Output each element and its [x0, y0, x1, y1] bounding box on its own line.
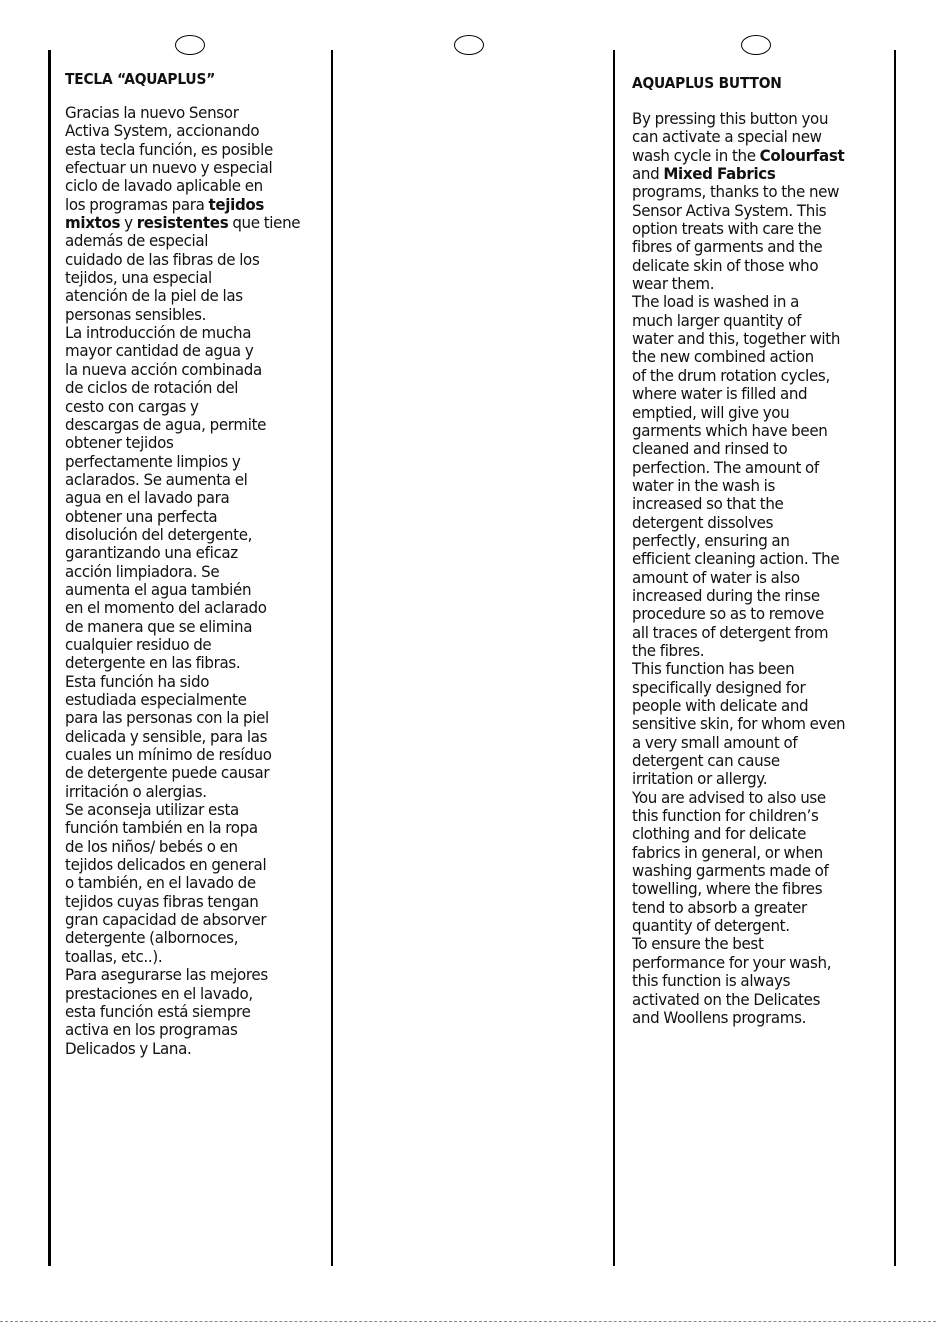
- text-line: [632, 899, 897, 917]
- text-line: [632, 679, 897, 697]
- text-line: [632, 128, 897, 146]
- text-segment: mayor cantidad de agua y: [65, 341, 254, 361]
- text-segment: aclarados. Se aumenta el: [65, 469, 248, 489]
- text-segment: estudiada especialmente: [65, 690, 247, 709]
- text-line: [632, 789, 897, 807]
- text-segment: agua en el lavado para: [65, 488, 230, 508]
- text-segment: obtener una perfecta: [65, 506, 218, 526]
- text-line: [65, 966, 330, 984]
- text-line: [632, 147, 897, 165]
- text-segment: efectuar un nuevo y especial: [65, 158, 273, 178]
- text-segment: activated on the Delicates: [632, 989, 821, 1009]
- text-line: [632, 367, 897, 385]
- english-column: [632, 74, 890, 1027]
- text-line: [632, 880, 897, 898]
- text-segment: Gracias la nuevo Sensor: [65, 103, 239, 122]
- text-segment: a very small amount of: [632, 732, 798, 752]
- text-segment: esta función está siempre: [65, 1001, 251, 1021]
- text-line: [65, 764, 330, 782]
- text-segment: o también, en el lavado de: [65, 873, 256, 893]
- text-segment: Delicados y Lana.: [65, 1038, 192, 1058]
- text-line: [632, 862, 897, 880]
- text-line: [65, 141, 330, 159]
- text-segment: activa en los programas: [65, 1020, 238, 1040]
- text-line: [632, 532, 897, 550]
- text-line: [65, 801, 330, 819]
- text-line: [65, 489, 330, 507]
- text-line: [65, 654, 330, 672]
- text-segment: this function for children’s: [632, 806, 819, 826]
- text-segment: delicate skin of those who: [632, 255, 819, 275]
- text-segment: y: [120, 213, 137, 233]
- text-line: [632, 807, 897, 825]
- text-line: [65, 471, 330, 489]
- text-line: [632, 293, 897, 311]
- text-segment: de los niños/ bebés o en: [65, 836, 238, 856]
- text-segment: Activa System, accionando: [65, 121, 260, 141]
- text-segment: of the drum rotation cycles,: [632, 365, 830, 385]
- text-line: [632, 624, 897, 642]
- text-line: [65, 122, 330, 140]
- text-segment: de manera que se elimina: [65, 616, 253, 636]
- text-line: [65, 599, 330, 617]
- text-segment: tejidos delicados en general: [65, 855, 267, 875]
- text-segment: Sensor Activa System. This: [632, 200, 827, 220]
- text-segment: cuidado de las fibras de los: [65, 249, 260, 269]
- text-line: [65, 728, 330, 746]
- column-divider-center-right: [613, 50, 615, 1266]
- text-line: [65, 1040, 330, 1058]
- text-line: [632, 238, 897, 256]
- text-segment: washing garments made of: [632, 861, 829, 881]
- text-line: [632, 642, 897, 660]
- text-line: [632, 844, 897, 862]
- text-segment: Esta función ha sido: [65, 671, 210, 691]
- text-line: [65, 104, 330, 122]
- text-segment: de detergente puede causar: [65, 763, 270, 783]
- english-body: [632, 110, 897, 1027]
- text-line: [65, 416, 330, 434]
- text-line: [65, 196, 330, 214]
- text-line: [65, 709, 330, 727]
- text-segment: The load is washed in a: [632, 292, 800, 312]
- text-line: [65, 214, 330, 232]
- text-line: [65, 306, 330, 324]
- text-line: [632, 385, 897, 403]
- text-line: [65, 342, 330, 360]
- text-line: [65, 324, 330, 342]
- text-segment: To ensure the best: [632, 934, 764, 954]
- text-segment: irritation or allergy.: [632, 769, 768, 789]
- text-line: [65, 948, 330, 966]
- text-segment: la nueva acción combinada: [65, 359, 262, 379]
- text-segment: tejidos, una especial: [65, 268, 212, 288]
- text-line: [632, 459, 897, 477]
- column-divider-center-left: [331, 50, 333, 1266]
- text-segment: fibres of garments and the: [632, 237, 823, 257]
- text-line: [65, 985, 330, 1003]
- text-segment: además de especial: [65, 231, 209, 251]
- text-segment: wash cycle in the: [632, 145, 760, 165]
- text-segment: Se aconseja utilizar esta: [65, 800, 239, 820]
- text-segment: ciclo de lavado aplicable en: [65, 176, 263, 196]
- text-segment: perfection. The amount of: [632, 457, 819, 477]
- text-line: [632, 202, 897, 220]
- text-line: [632, 495, 897, 513]
- text-line: [65, 526, 330, 544]
- text-segment: función también en la ropa: [65, 818, 258, 838]
- text-line: [65, 398, 330, 416]
- bold-text-segment: Colourfast: [759, 145, 845, 165]
- text-line: [65, 691, 330, 709]
- text-segment: delicada y sensible, para las: [65, 726, 268, 746]
- text-segment: cuales un mínimo de resíduo: [65, 745, 272, 765]
- text-line: [632, 770, 897, 788]
- text-segment: perfectamente limpios y: [65, 451, 241, 471]
- text-segment: esta tecla función, es posible: [65, 139, 273, 159]
- text-line: [632, 220, 897, 238]
- text-segment: atención de la piel de las: [65, 286, 243, 306]
- text-segment: tejidos cuyas fibras tengan: [65, 891, 259, 911]
- text-line: [65, 269, 330, 287]
- text-line: [632, 605, 897, 623]
- text-segment: water in the wash is: [632, 475, 776, 495]
- text-segment: This function has been: [632, 659, 795, 679]
- text-line: [632, 257, 897, 275]
- text-segment: irritación o alergias.: [65, 781, 207, 801]
- text-segment: all traces of detergent from: [632, 622, 829, 642]
- text-segment: cesto con cargas y: [65, 396, 199, 416]
- text-segment: programs, thanks to the new: [632, 182, 840, 202]
- text-segment: personas sensibles.: [65, 304, 207, 324]
- text-line: [65, 544, 330, 562]
- text-segment: detergente en las fibras.: [65, 653, 241, 673]
- text-line: [65, 1021, 330, 1039]
- text-line: [65, 1003, 330, 1021]
- text-segment: La introducción de mucha: [65, 323, 252, 343]
- text-line: [632, 422, 897, 440]
- text-segment: wear them.: [632, 274, 715, 294]
- text-segment: the fibres.: [632, 640, 705, 660]
- spanish-body: [65, 104, 330, 1058]
- text-segment: Para asegurarse las mejores: [65, 965, 268, 985]
- text-segment: aumenta el agua también: [65, 579, 252, 599]
- text-line: [632, 917, 897, 935]
- text-line: [632, 312, 897, 330]
- text-line: [632, 569, 897, 587]
- bold-text-segment: tejidos: [208, 194, 265, 214]
- text-line: [632, 935, 897, 953]
- text-line: [65, 361, 330, 379]
- text-segment: You are advised to also use: [632, 787, 826, 807]
- text-segment: en el momento del aclarado: [65, 598, 267, 618]
- text-line: [632, 697, 897, 715]
- text-line: [632, 348, 897, 366]
- text-line: [65, 379, 330, 397]
- text-line: [632, 550, 897, 568]
- language-flag-oval-icon-middle: [454, 35, 484, 55]
- text-segment: cualquier residuo de: [65, 634, 212, 654]
- text-segment: amount of water is also: [632, 567, 800, 587]
- text-line: [632, 275, 897, 293]
- text-segment: emptied, will give you: [632, 402, 790, 422]
- text-segment: quantity of detergent.: [632, 916, 790, 936]
- text-line: [65, 508, 330, 526]
- text-line: [65, 159, 330, 177]
- text-line: [632, 1009, 897, 1027]
- text-line: [65, 819, 330, 837]
- text-line: [632, 752, 897, 770]
- text-line: [632, 734, 897, 752]
- text-segment: this function is always: [632, 971, 791, 991]
- text-segment: increased during the rinse: [632, 585, 820, 605]
- text-segment: efficient cleaning action. The: [632, 549, 840, 569]
- text-segment: where water is filled and: [632, 384, 808, 404]
- text-line: [65, 929, 330, 947]
- text-segment: performance for your wash,: [632, 952, 832, 972]
- text-segment: and: [632, 164, 664, 184]
- text-line: [65, 251, 330, 269]
- text-segment: de ciclos de rotación del: [65, 378, 239, 398]
- text-line: [632, 404, 897, 422]
- bold-text-segment: mixtos: [65, 213, 121, 233]
- text-line: [65, 874, 330, 892]
- text-segment: detergente (albornoces,: [65, 928, 239, 948]
- text-segment: people with delicate and: [632, 696, 809, 715]
- text-line: [65, 434, 330, 452]
- text-line: [65, 618, 330, 636]
- text-line: [632, 440, 897, 458]
- text-segment: much larger quantity of: [632, 310, 802, 330]
- text-segment: detergent dissolves: [632, 512, 774, 532]
- language-flag-oval-icon-english: [741, 35, 771, 55]
- text-line: [632, 825, 897, 843]
- text-line: [632, 477, 897, 495]
- text-line: [632, 715, 897, 733]
- text-line: [65, 783, 330, 801]
- text-line: [65, 746, 330, 764]
- text-segment: prestaciones en el lavado,: [65, 983, 253, 1003]
- text-segment: can activate a special new: [632, 127, 822, 147]
- text-line: [65, 177, 330, 195]
- text-segment: gran capacidad de absorver: [65, 910, 267, 930]
- text-segment: obtener tejidos: [65, 433, 174, 453]
- spanish-heading: TECLA “AQUAPLUS”: [65, 70, 216, 88]
- text-segment: disolución del detergente,: [65, 524, 253, 544]
- text-segment: specifically designed for: [632, 677, 806, 697]
- text-line: [65, 232, 330, 250]
- text-segment: toallas, etc..).: [65, 946, 163, 966]
- text-line: [632, 954, 897, 972]
- text-segment: garments which have been: [632, 420, 828, 440]
- text-segment: para las personas con la piel: [65, 708, 269, 728]
- text-segment: detergent can cause: [632, 751, 780, 771]
- text-segment: By pressing this button you: [632, 109, 829, 128]
- text-segment: clothing and for delicate: [632, 824, 807, 844]
- text-line: [632, 110, 897, 128]
- text-segment: que tiene: [228, 213, 301, 233]
- text-line: [632, 991, 897, 1009]
- text-segment: towelling, where the fibres: [632, 879, 823, 899]
- text-line: [632, 183, 897, 201]
- text-segment: the new combined action: [632, 347, 814, 367]
- text-segment: increased so that the: [632, 494, 784, 514]
- text-line: [65, 856, 330, 874]
- text-line: [65, 911, 330, 929]
- text-segment: los programas para: [65, 194, 209, 214]
- language-flag-oval-icon-spanish: [175, 35, 205, 55]
- text-line: [632, 587, 897, 605]
- bold-text-segment: Mixed Fabrics: [663, 164, 776, 184]
- text-segment: tend to absorb a greater: [632, 897, 807, 917]
- bold-text-segment: resistentes: [136, 213, 229, 233]
- text-line: [632, 330, 897, 348]
- text-segment: descargas de agua, permite: [65, 414, 267, 434]
- text-segment: sensitive skin, for whom even: [632, 714, 846, 734]
- text-segment: option treats with care the: [632, 219, 822, 239]
- text-segment: cleaned and rinsed to: [632, 439, 788, 459]
- text-segment: acción limpiadora. Se: [65, 561, 220, 581]
- text-line: [632, 514, 897, 532]
- text-segment: fabrics in general, or when: [632, 842, 823, 862]
- text-line: [65, 287, 330, 305]
- text-line: [65, 838, 330, 856]
- text-line: [65, 453, 330, 471]
- text-line: [65, 893, 330, 911]
- column-divider-left: [48, 50, 51, 1266]
- text-segment: and Woollens programs.: [632, 1007, 807, 1027]
- page-bottom-edge: [0, 1321, 936, 1322]
- text-line: [632, 660, 897, 678]
- text-line: [65, 563, 330, 581]
- text-segment: water and this, together with: [632, 329, 841, 349]
- text-line: [65, 636, 330, 654]
- text-line: [632, 165, 897, 183]
- text-segment: procedure so as to remove: [632, 604, 824, 624]
- text-line: [65, 581, 330, 599]
- text-segment: perfectly, ensuring an: [632, 530, 790, 550]
- spanish-column: [65, 70, 327, 1058]
- text-segment: garantizando una eficaz: [65, 543, 238, 563]
- text-line: [65, 673, 330, 691]
- english-heading: AQUAPLUS BUTTON: [632, 74, 782, 92]
- text-line: [632, 972, 897, 990]
